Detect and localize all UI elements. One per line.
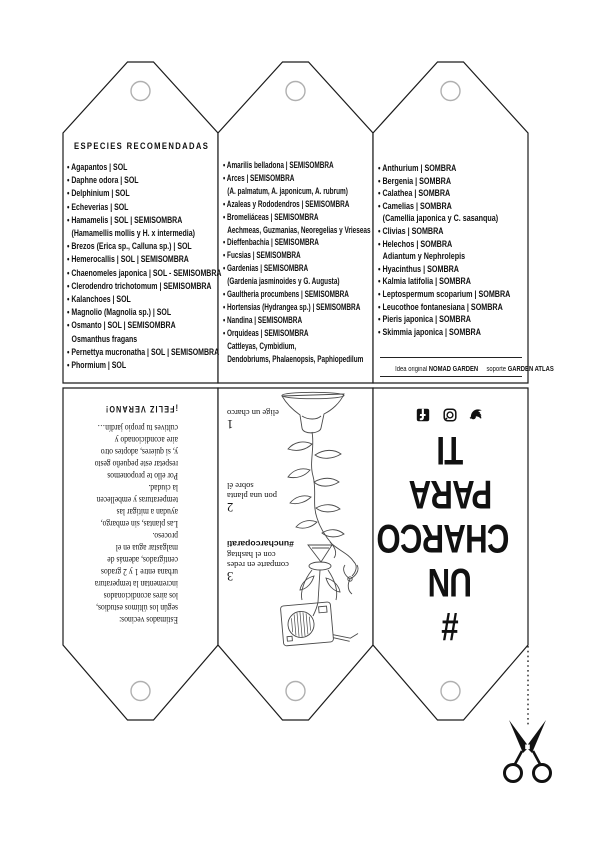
letter-line: respetar este pequeño gesto: [94, 458, 178, 468]
letter-closing: ¡FELIZ VERANO!: [104, 404, 178, 414]
species-item: • Phormium | SOL: [67, 360, 127, 371]
credit-pre: soporte: [486, 366, 507, 373]
credit-brand-garden-atlas: GARDEN ATLAS: [507, 366, 554, 373]
campaign-title-line: PARA: [409, 472, 492, 516]
steps-tag: [218, 388, 373, 720]
species-item: • Leucothoe fontanesiana | SOMBRA: [378, 301, 503, 312]
letter-line: ayudan a mitigar las: [116, 506, 178, 516]
species-item: • Hyacinthus | SOMBRA: [378, 263, 459, 274]
instagram-icon: [443, 407, 459, 423]
species-item: • Echeverias | SOL: [67, 201, 129, 212]
species-detail: (Gardenia jasminoides y G. Augusta): [227, 276, 340, 287]
species-detail: Adiantum y Nephrolepis: [382, 251, 466, 262]
facebook-icon: [416, 407, 432, 423]
step-1: [227, 407, 279, 431]
letter-line: centígrados, además de: [107, 554, 178, 564]
species-item: • Brezos (Erica sp., Calluna sp.) | SOL: [67, 241, 192, 252]
credit-brand-nomad-garden: NOMAD GARDEN: [428, 366, 479, 373]
campaign-title-line: #: [442, 604, 459, 648]
step-text: elige un charco: [227, 408, 279, 418]
species-item: • Nandina | SEMISOMBRA: [223, 314, 303, 325]
species-item: • Camelias | SOMBRA: [378, 200, 452, 211]
species-item: • Amarilis belladona | SEMISOMBRA: [223, 160, 334, 170]
hashtag-label: #uncharcoparati: [227, 539, 294, 550]
step-text: comparte en redes: [227, 560, 289, 570]
letter-line: urbana entre 1 y 2 grados: [100, 566, 178, 576]
species-item: • Kalanchoes | SOL: [67, 294, 131, 305]
letter-line: malgastar agua en el: [115, 542, 178, 552]
species-item: • Dieffenbachia | SEMISOMBRA: [223, 237, 319, 248]
letter-line: y, si quieres, adoptes otro: [100, 446, 178, 456]
campaign-tag: [373, 388, 528, 720]
letter-line: los aires acondicionados: [103, 590, 178, 600]
species-item: • Hamamelis | SOL | SEMISOMBRA: [67, 214, 183, 225]
species-item: • Clerodendro trichotomum | SEMISOMBRA: [67, 280, 212, 291]
species-detail: Osmanthus fragans: [71, 333, 138, 344]
species-item: • Bromeliáceas | SEMISOMBRA: [223, 211, 319, 222]
letter-line: temperaturas y embellecen: [96, 494, 178, 504]
letter-line: incrementan la temperatura: [94, 578, 178, 588]
step-2: [227, 480, 277, 514]
species-detail: Aechmeas, Guzmanias, Neoregelias y Vrieseas: [227, 224, 371, 235]
step-number: 2: [227, 500, 234, 514]
twitter-icon: [470, 407, 486, 423]
species-detail: (A. palmatum, A. japonicum, A. rubrum): [227, 185, 348, 196]
species-item: • Bergenia | SOMBRA: [378, 175, 452, 186]
species-item: • Gardenias | SEMISOMBRA: [223, 263, 309, 274]
letter-line: Las plantas, sin embargo,: [100, 518, 178, 528]
letter-text: [23, 421, 178, 625]
species-item: • Orquideas | SEMISOMBRA: [223, 327, 309, 338]
species-list-sombra: [378, 162, 600, 338]
species-detail: Cattleyas, Cymbidium,: [227, 340, 297, 351]
species-item: • Hemerocallis | SOL | SEMISOMBRA: [67, 254, 189, 265]
species-item: • Kalmia latifolia | SOMBRA: [378, 276, 471, 287]
letter-tag: [63, 388, 218, 720]
species-item: • Skimmia japonica | SOMBRA: [378, 326, 481, 337]
species-detail: Dendobriums, Phalaenopsis, Paphiopedilum: [227, 353, 364, 364]
species-item: • Anthurium | SOMBRA: [378, 163, 457, 173]
letter-line: según los últimos estudios,: [96, 602, 178, 612]
credit-pre: Idea original: [395, 366, 428, 373]
step-number: 3: [227, 569, 234, 583]
species-item: • Calathea | SOMBRA: [378, 188, 451, 199]
step-number: 1: [227, 417, 234, 431]
scissors-icon: [505, 720, 551, 782]
letter-line: la ciudad.: [148, 482, 178, 492]
step-text: pon una planta: [227, 491, 278, 501]
species-item: • Fucsias | SEMISOMBRA: [223, 250, 301, 261]
campaign-title-line: UN: [428, 560, 473, 604]
species-item: • Gaultheria procumbens | SEMISOMBRA: [223, 289, 349, 300]
species-item: • Leptospermum scoparium | SOMBRA: [378, 288, 511, 299]
campaign-title: [373, 428, 528, 648]
species-detail: (Camellia japonica y C. sasanqua): [382, 213, 499, 224]
species-item: • Chaenomeles japonica | SOL - SEMISOMBRA: [67, 267, 222, 278]
species-item: • Azaleas y Rododendros | SEMISOMBRA: [223, 198, 350, 209]
especies-header: ESPECIES RECOMENDADAS: [74, 141, 210, 151]
species-item: • Helechos | SOMBRA: [378, 238, 453, 249]
campaign-title-line: TI: [437, 428, 464, 472]
letter-line: cultives tu propio jardín…: [97, 422, 178, 432]
species-item: • Hortensias (Hydrangea sp.) | SEMISOMBRA: [223, 301, 361, 312]
campaign-title-line: CHARCO: [377, 516, 510, 560]
species-item: • Osmanto | SOL | SEMISOMBRA: [67, 320, 176, 331]
letter-line: Por ello te proponemos: [107, 470, 178, 480]
species-item: • Pieris japonica | SOMBRA: [378, 314, 471, 325]
step-text: con el hashtag: [227, 550, 276, 561]
species-item: • Delphinium | SOL: [67, 188, 130, 199]
species-item: • Clivias | SOMBRA: [378, 225, 444, 236]
species-detail: (Hamamellis mollis y H. x intermedia): [71, 228, 195, 239]
species-item: • Magnolio (Magnolia sp.) | SOL: [67, 307, 172, 318]
species-item: • Pernettya mucronatha | SOL | SEMISOMBRA: [67, 346, 220, 357]
species-item: • Daphne odora | SOL: [67, 175, 139, 186]
species-item: • Arces | SEMISOMBRA: [223, 172, 295, 183]
species-item: • Agapantos | SOL: [67, 162, 128, 172]
social-icons: [373, 407, 528, 423]
letter-line: aire acondicionado y: [114, 434, 178, 444]
credit-line: [380, 357, 554, 377]
step-text: sobre él: [227, 481, 254, 492]
letter-line: proceso.: [152, 530, 178, 540]
step-3: [227, 539, 294, 583]
letter-line: Estimados vecinos:: [119, 614, 178, 624]
